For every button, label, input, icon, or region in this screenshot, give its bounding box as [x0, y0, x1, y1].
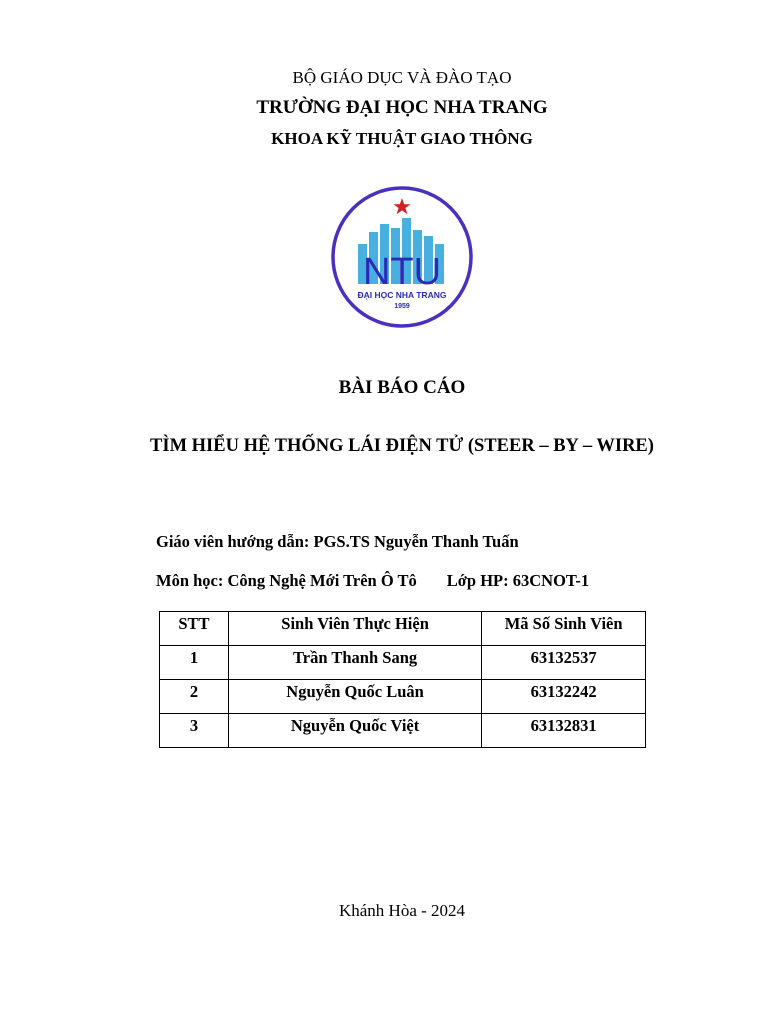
header-student-name: Sinh Viên Thực Hiện	[228, 612, 481, 646]
class-code: Lớp HP: 63CNOT-1	[446, 571, 590, 590]
logo-abbreviation: NTU	[362, 251, 442, 293]
cell-student-id: 63132537	[482, 646, 646, 680]
faculty-heading: KHOA KỸ THUẬT GIAO THÔNG	[271, 129, 533, 148]
cell-student-name: Nguyễn Quốc Việt	[228, 714, 481, 748]
table-header-row	[160, 612, 646, 646]
table-row	[160, 714, 646, 748]
cell-student-id: 63132242	[482, 680, 646, 714]
cell-student-name: Trần Thanh Sang	[228, 646, 481, 680]
header-stt: STT	[160, 612, 229, 646]
cell-stt: 1	[160, 646, 229, 680]
logo-year: 1959	[394, 303, 410, 310]
university-heading: TRƯỜNG ĐẠI HỌC NHA TRANG	[256, 97, 548, 118]
cell-student-id: 63132831	[482, 714, 646, 748]
university-logo	[330, 186, 474, 328]
cell-stt: 2	[160, 680, 229, 714]
report-title: BÀI BÁO CÁO	[338, 377, 466, 398]
cell-stt: 3	[160, 714, 229, 748]
header-student-id: Mã Số Sinh Viên	[482, 612, 646, 646]
students-table	[159, 611, 646, 748]
cell-student-name: Nguyễn Quốc Luân	[228, 680, 481, 714]
course-name: Môn học: Công Nghệ Mới Trên Ô Tô	[156, 571, 417, 590]
advisor-line: Giáo viên hướng dẫn: PGS.TS Nguyễn Thanh Tuấn	[156, 532, 519, 551]
place-and-year: Khánh Hòa - 2024	[338, 901, 466, 920]
table-row	[160, 646, 646, 680]
table-row	[160, 680, 646, 714]
ministry-heading: BỘ GIÁO DỤC VÀ ĐÀO TẠO	[292, 68, 512, 87]
report-topic: TÌM HIỂU HỆ THỐNG LÁI ĐIỆN TỬ (STEER – BY – WIRE)	[150, 436, 654, 456]
course-line	[156, 571, 589, 591]
logo-name: ĐẠI HỌC NHA TRANG	[357, 290, 447, 300]
